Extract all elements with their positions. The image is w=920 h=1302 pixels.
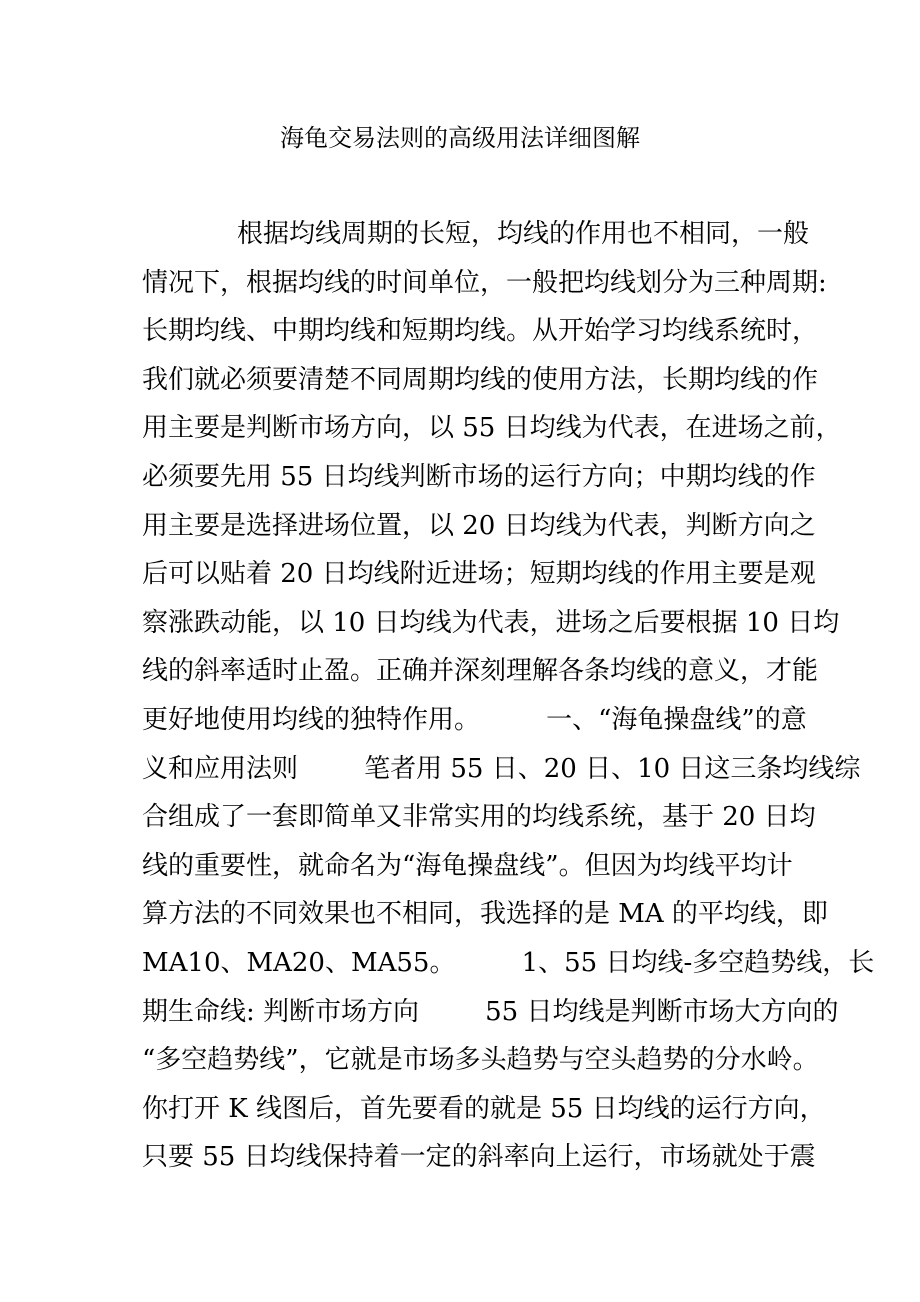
body-line: 察涨跌动能，以 10 日均线为代表，进场之后要根据 10 日均 (142, 607, 840, 638)
body-line: 我们就必须要清楚不同周期均线的使用方法，长期均线的作 (142, 364, 819, 395)
body-line: 你打开 K 线图后，首先要看的就是 55 日均线的运行方向， (142, 1093, 826, 1124)
body-line: 只要 55 日均线保持着一定的斜率向上运行，市场就处于震 (142, 1142, 816, 1173)
body-line: 情况下，根据均线的时间单位，一般把均线划分为三种周期: (142, 267, 827, 298)
body-line: MA10、MA20、MA55。 1、55 日均线-多空趋势线，长 (142, 947, 875, 978)
body-line: 根据均线周期的长短，均线的作用也不相同，一般 (237, 219, 810, 249)
body-line: 期生命线: 判断市场方向 55 日均线是判断市场大方向的 (142, 996, 839, 1027)
body-line: 算方法的不同效果也不相同，我选择的是 MA 的平均线，即 (142, 899, 828, 930)
body-line: 用主要是判断市场方向，以 55 日均线为代表，在进场之前， (142, 413, 842, 444)
body-line: 长期均线、中期均线和短期均线。从开始学习均线系统时， (142, 316, 819, 347)
body-line: 线的斜率适时止盈。正确并深刻理解各条均线的意义，才能 (142, 656, 819, 687)
body-line: 用主要是选择进场位置，以 20 日均线为代表，判断方向之 (142, 510, 816, 541)
body-line: 义和应用法则 笔者用 55 日、20 日、10 日这三条均线综 (142, 753, 861, 784)
body-line: 线的重要性，就命名为“海龟操盘线”。但因为均线平均计 (142, 850, 793, 881)
body-line: 必须要先用 55 日均线判断市场的运行方向；中期均线的作 (142, 461, 816, 492)
body-line: 后可以贴着 20 日均线附近进场；短期均线的作用主要是观 (142, 559, 816, 590)
body-line: “多空趋势线”，它就是市场多头趋势与空头趋势的分水岭。 (142, 1045, 819, 1076)
document-title: 海龟交易法则的高级用法详细图解 (280, 124, 640, 152)
document-body (142, 210, 875, 1182)
body-line: 合组成了一套即简单又非常实用的均线系统，基于 20 日均 (142, 802, 816, 833)
body-line: 更好地使用均线的独特作用。 一、“海龟操盘线”的意 (142, 704, 807, 735)
